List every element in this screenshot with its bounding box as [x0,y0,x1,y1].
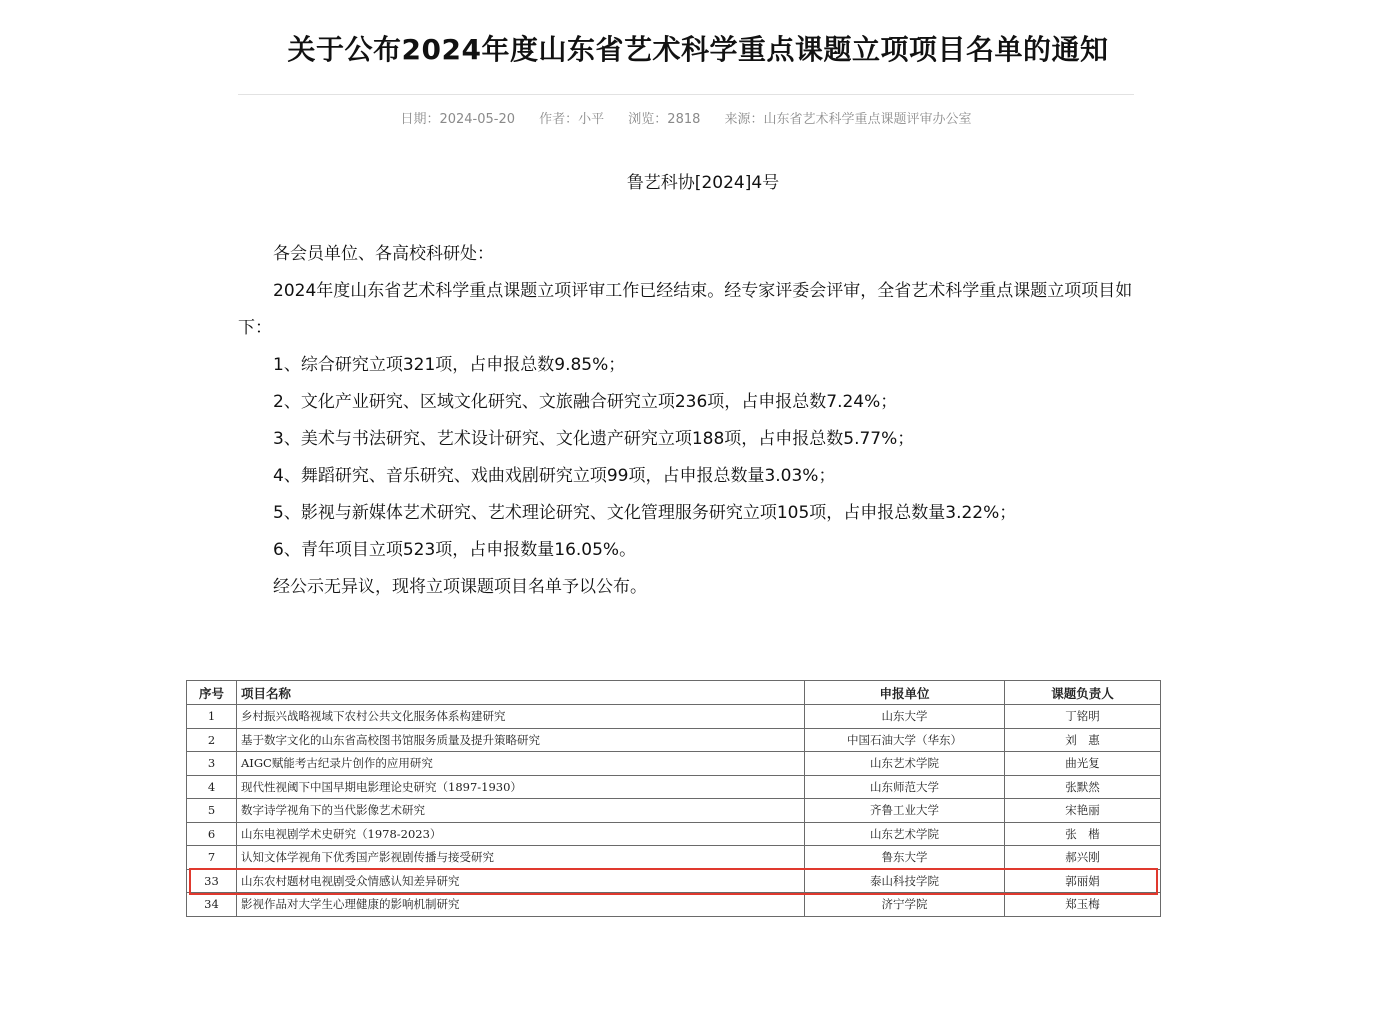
cell-leader: 宋艳丽 [1005,799,1161,823]
cell-project-name: 山东农村题材电视剧受众情感认知差异研究 [237,869,805,893]
cell-project-name: 现代性视阈下中国早期电影理论史研究（1897-1930） [237,775,805,799]
meta-source: 来源：山东省艺术科学重点课题评审办公室 [724,112,972,127]
paragraph-item-4: 4、舞蹈研究、音乐研究、戏曲戏剧研究立项99项，占申报总数量3.03%； [273,466,836,486]
paragraph-item-1: 1、综合研究立项321项，占申报总数9.85%； [273,355,626,375]
cell-leader: 曲光复 [1005,752,1161,776]
cell-unit: 山东艺术学院 [805,752,1005,776]
table-row [187,822,1161,846]
table-row [187,799,1161,823]
header-unit: 申报单位 [805,681,1005,705]
project-list-table [186,680,1161,917]
table-header-row [187,681,1161,705]
title-divider [238,94,1134,95]
paragraph-item-6: 6、青年项目立项523项，占申报数量16.05%。 [273,540,637,560]
cell-project-name: 认知文体学视角下优秀国产影视剧传播与接受研究 [237,846,805,870]
cell-leader: 张默然 [1005,775,1161,799]
paragraph-salutation: 各会员单位、各高校科研处： [273,244,494,264]
table-row [187,752,1161,776]
cell-leader: 郝兴刚 [1005,846,1161,870]
table-row [187,728,1161,752]
cell-no: 7 [187,846,237,870]
cell-unit: 中国石油大学（华东） [805,728,1005,752]
cell-project-name: 基于数字文化的山东省高校图书馆服务质量及提升策略研究 [237,728,805,752]
paragraph-item-2: 2、文化产业研究、区域文化研究、文旅融合研究立项236项，占申报总数7.24%； [273,392,898,412]
cell-leader: 刘 惠 [1005,728,1161,752]
meta-views: 浏览：2818 [628,112,701,127]
paragraph-item-3: 3、美术与书法研究、艺术设计研究、文化遗产研究立项188项，占申报总数5.77%； [273,429,915,449]
cell-no: 5 [187,799,237,823]
cell-no: 1 [187,705,237,729]
table-row [187,775,1161,799]
paragraph-item-5: 5、影视与新媒体艺术研究、艺术理论研究、文化管理服务研究立项105项，占申报总数量3.22%； [273,503,1017,523]
header-project-name: 项目名称 [237,681,805,705]
table-row [187,893,1161,917]
cell-unit: 齐鲁工业大学 [805,799,1005,823]
cell-project-name: AIGC赋能考古纪录片创作的应用研究 [237,752,805,776]
header-no: 序号 [187,681,237,705]
cell-no: 34 [187,893,237,917]
cell-project-name: 山东电视剧学术史研究（1978-2023） [237,822,805,846]
cell-project-name: 数字诗学视角下的当代影像艺术研究 [237,799,805,823]
document-number: 鲁艺科协[2024]4号 [626,173,780,193]
cell-unit: 山东大学 [805,705,1005,729]
cell-unit: 济宁学院 [805,893,1005,917]
header-leader: 课题负责人 [1005,681,1161,705]
cell-leader: 张 楷 [1005,822,1161,846]
meta-author: 作者：小平 [539,112,605,127]
cell-no: 6 [187,822,237,846]
paragraph-closing: 经公示无异议，现将立项课题项目名单予以公布。 [273,577,647,597]
paragraph-intro: 2024年度山东省艺术科学重点课题立项评审工作已经结束。经专家评委会评审，全省艺术科学重点课题立项项目如下： [238,281,1133,338]
cell-unit: 鲁东大学 [805,846,1005,870]
cell-leader: 郑玉梅 [1005,893,1161,917]
cell-unit: 山东艺术学院 [805,822,1005,846]
cell-no: 4 [187,775,237,799]
cell-project-name: 影视作品对大学生心理健康的影响机制研究 [237,893,805,917]
cell-leader: 丁铭明 [1005,705,1161,729]
cell-leader: 郭丽娟 [1005,869,1161,893]
project-list-image [186,660,1160,917]
table-row-highlighted [187,869,1161,893]
cell-no: 33 [187,869,237,893]
article-title: 关于公布2024年度山东省艺术科学重点课题立项项目名单的通知 [287,33,1109,66]
article-meta [238,108,1134,127]
cell-no: 2 [187,728,237,752]
table-row [187,846,1161,870]
table-row [187,705,1161,729]
cell-unit: 山东师范大学 [805,775,1005,799]
article-body [238,236,1138,606]
cell-project-name: 乡村振兴战略视域下农村公共文化服务体系构建研究 [237,705,805,729]
meta-date: 日期：2024-05-20 [400,112,515,127]
cell-no: 3 [187,752,237,776]
cell-unit: 泰山科技学院 [805,869,1005,893]
